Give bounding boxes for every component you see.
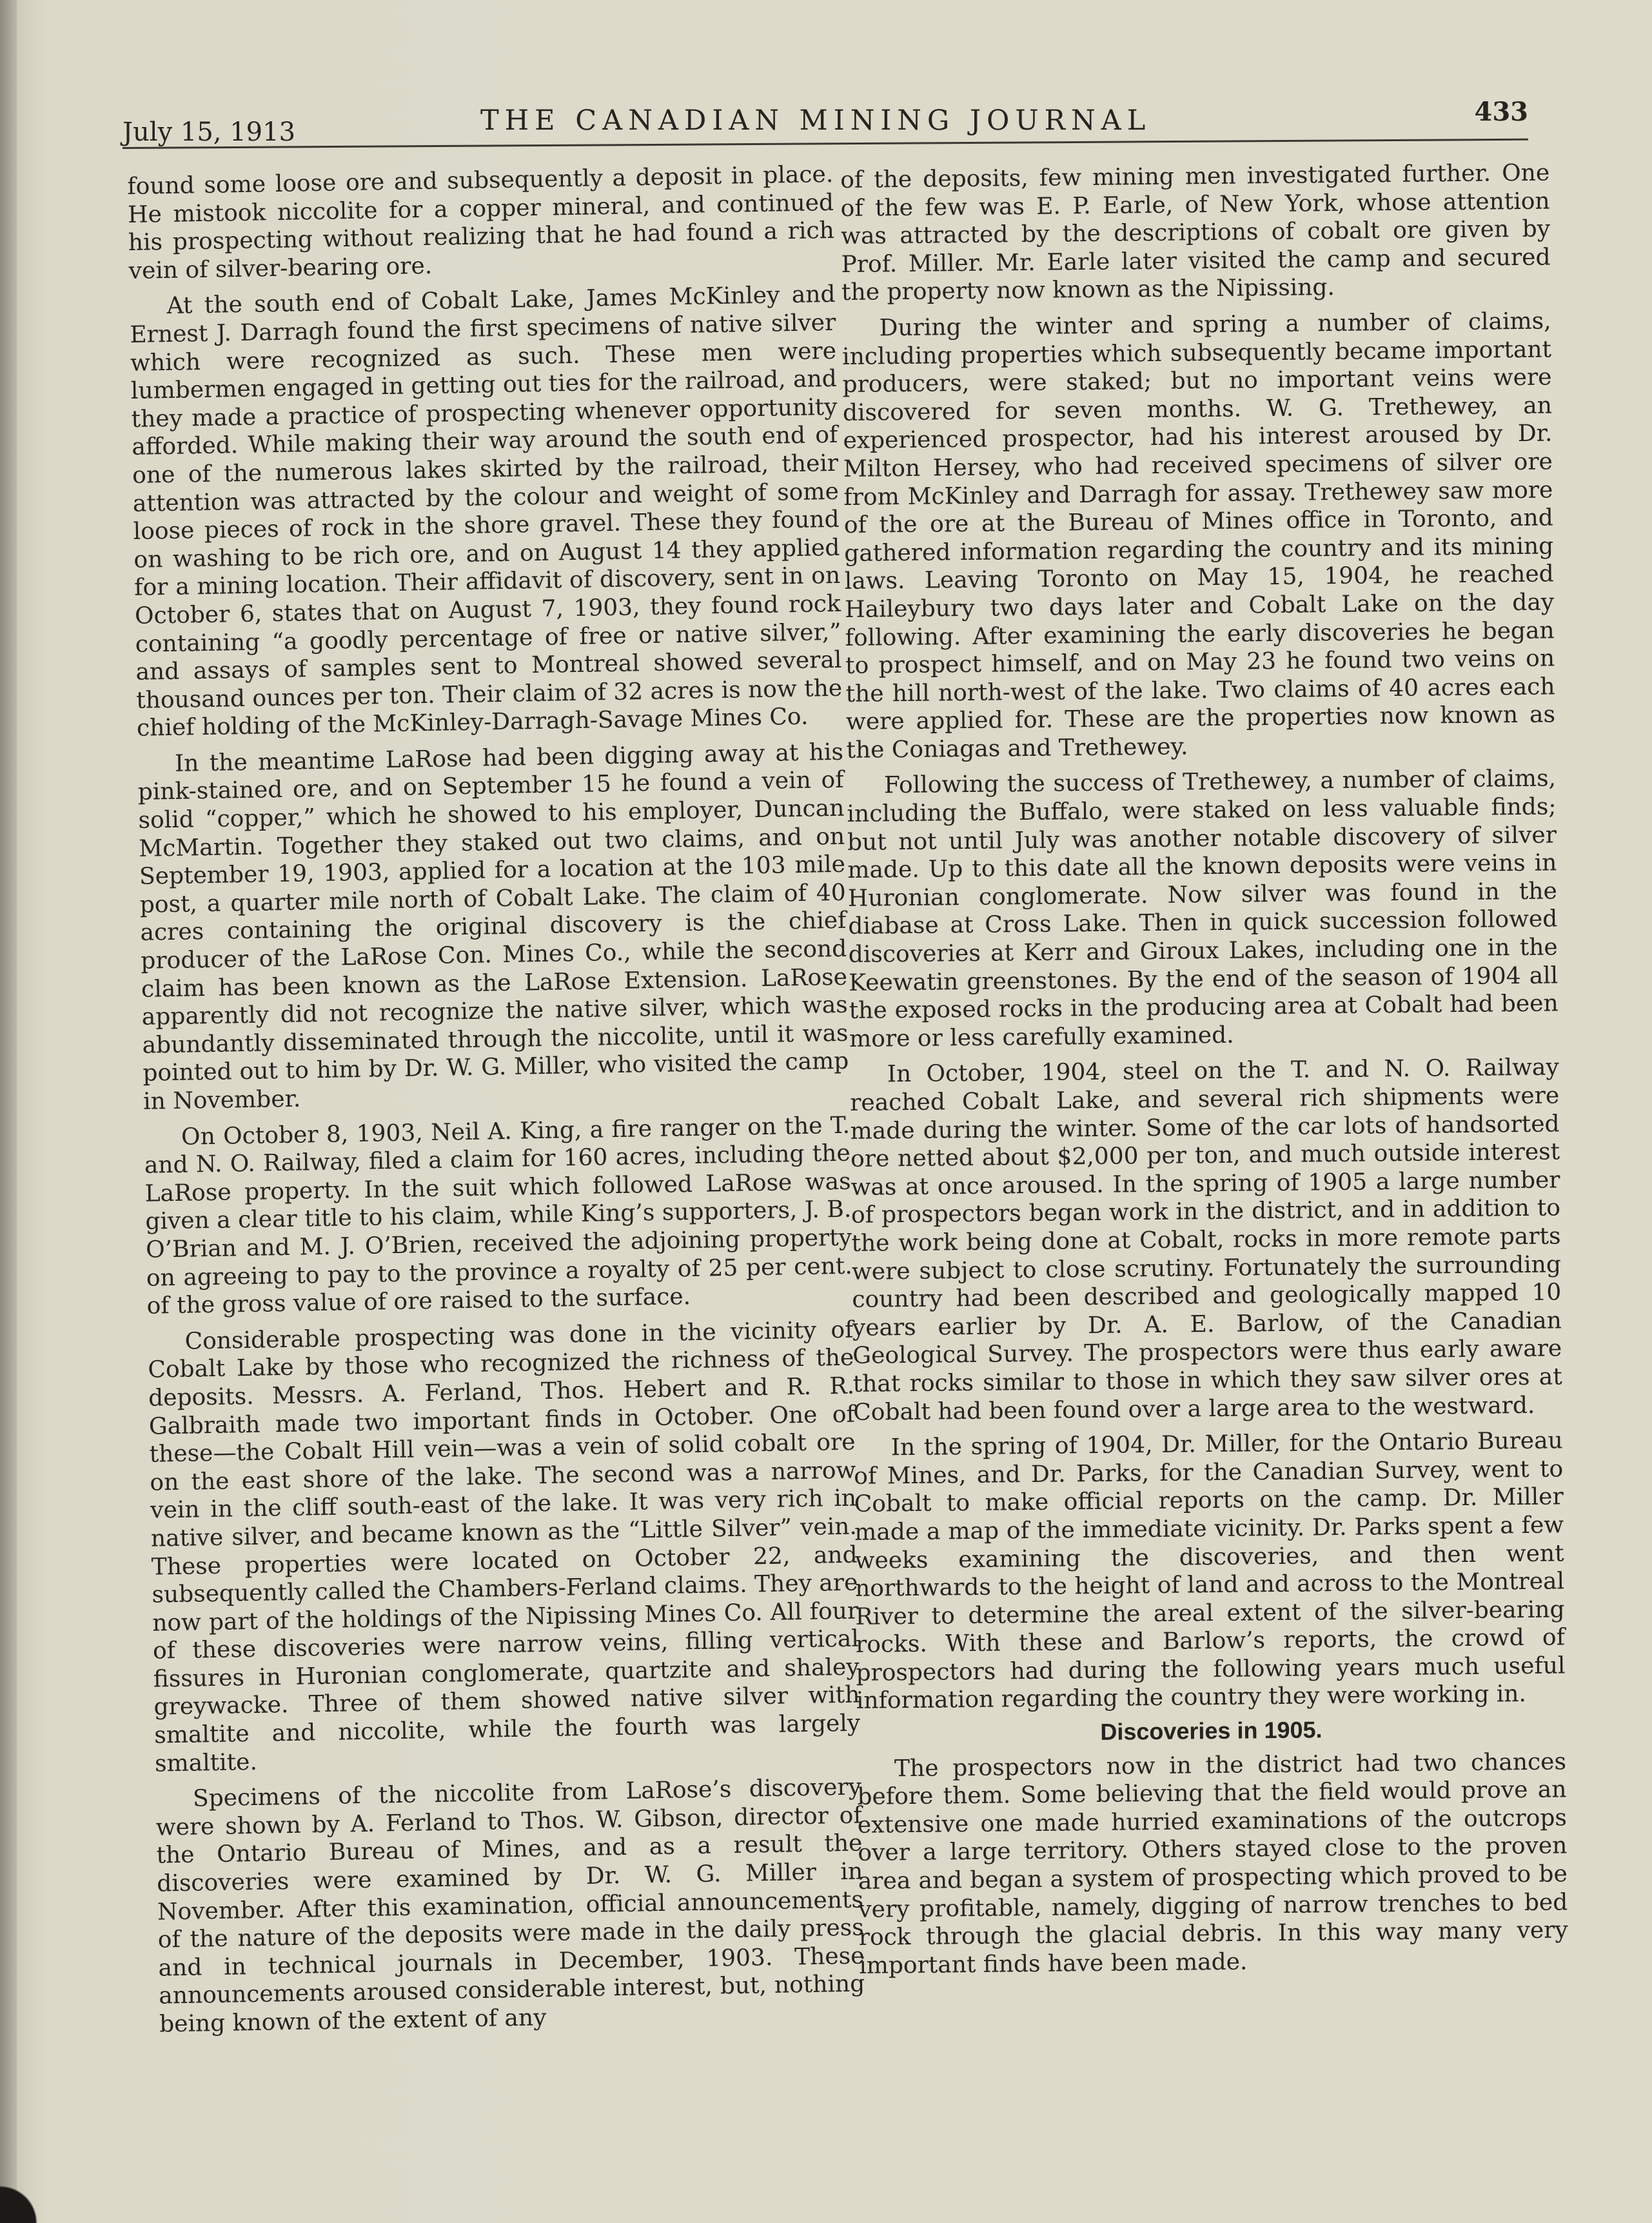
paragraph: of the deposits, few mining men investigated further. One of the few was E. P. Earle, of New York, whose attention was attracted by the descriptions of cobalt ore given by Prof. Miller. Mr. Earle later visited the camp and secured the property now known as the Nipissing. [840,159,1551,306]
page-number: 433 [1474,97,1528,127]
paragraph: During the winter and spring a number of claims, including properties which subsequently became important producers, were staked; but no important veins were discovered for seven months. W. G. Trethewey, an experienced prospector, had his interest aroused by Dr. Milton Hersey, who had received specimens of silver ore from McKinley and Darragh for assay. Trethewey saw more of the ore at the Bureau of Mines office in Toronto, and gathered information regarding the country and its mining laws. Leaving Toronto on May 15, 1904, he reached Haileybury two days later and Cobalt Lake on the day following. After examining the early discoveries he began to prospect himself, and on May 23 he found two veins on the hill north-west of the lake. Two claims of 40 acres each were applied for. These are the properties now known as the Coniagas and Trethewey. [841,308,1556,764]
paragraph: Considerable prospecting was done in the vicinity of Cobalt Lake by those who recognized the richness of the deposits. Messrs. A. Ferland, Thos. Hebert and R. R. Galbraith made two important finds in October. One of these—the Cobalt Hill vein—was a vein of solid cobalt ore on the east shore of the lake. The second was a narrow vein in the cliff south-east of the lake. It was very rich in native silver, and became known as the “Little Silver” vein. These properties were located on October 22, and subsequently called the Chambers-Ferland claims. They are now part of the holdings of the Nipissing Mines Co. All four of these discoveries were narrow veins, filling vertical fissures in Huronian conglomerate, quartzite and shaley greywacke. Three of them showed native silver with smaltite and niccolite, while the fourth was largely smaltite. [148,1316,861,1777]
section-heading: Discoveries in 1905. [1100,1716,1323,1745]
paragraph: found some loose ore and subsequently a deposit in place. He mistook niccolite for a copper mineral, and continued his prospecting without realizing that he had found a rich vein of silver-bearing ore. [127,161,835,284]
paragraph: In the meantime LaRose had been digging away at his pink-stained ore, and on September 15 he found a vein of solid “copper,” which he showed to his employer, Duncan McMartin. Together they staked out two claims, and on September 19, 1903, applied for a location at the 103 mile post, a quarter mile north of Cobalt Lake. The claim of 40 acres containing the original discovery is the chief producer of the LaRose Con. Mines Co., while the second claim has been known as the LaRose Extension. LaRose apparently did not recognize the native silver, which was abundantly disseminated through the niccolite, until it was pointed out to him by Dr. W. G. Miller, who visited the camp in November. [137,738,849,1115]
paragraph: On October 8, 1903, Neil A. King, a fire ranger on the T. and N. O. Railway, filed a claim for 160 acres, including the LaRose property. In the suit which followed LaRose was given a clear title to his claim, while King’s supporters, J. B. O’Brian and M. J. O’Brien, received the adjoining property on agreeing to pay to the province a royalty of 25 per cent. of the gross value of ore raised to the surface. [144,1112,853,1319]
right-column [840,159,1568,1980]
issue-date: July 15, 1913 [123,117,296,147]
paragraph: In the spring of 1904, Dr. Miller, for the Ontario Bureau of Mines, and Dr. Parks, for the Canadian Survey, went to Cobalt to make official reports on the camp. Dr. Miller made a map of the immediate vicinity. Dr. Parks spent a few weeks examining the discoveries, and then went northwards to the height of land and across to the Montreal River to determine the areal extent of the silver-bearing rocks. With these and Barlow’s reports, the crowd of prospectors had during the following years much useful information regarding the country they were working in. [854,1427,1566,1715]
binding-gutter [0,0,17,2223]
journal-title: THE CANADIAN MINING JOURNAL [480,104,1152,137]
page-corner-shadow [0,2165,58,2223]
paragraph: Specimens of the niccolite from LaRose’s discovery were shown by A. Ferland to Thos. W. Gibson, director of the Ontario Bureau of Mines, and as a result the discoveries were examined by Dr. W. G. Miller in November. After this examination, official announcements of the nature of the deposits were made in the daily press and in technical journals in December, 1903. These announcements aroused considerable interest, but, nothing being known of the extent of any [155,1773,865,2038]
paragraph: At the south end of Cobalt Lake, James McKinley and Ernest J. Darragh found the first specimens of native silver which were recognized as such. These men were lumbermen engaged in getting out ties for the railroad, and they made a practice of prospecting whenever opportunity afforded. While making their way around the south end of one of the numerous lakes skirted by the railroad, their attention was attracted by the colour and weight of some loose pieces of rock in the shore gravel. These they found on washing to be rich ore, and on August 14 they applied for a mining location. Their affidavit of discovery, sent in on October 6, states that on August 7, 1903, they found rock containing “a goodly percentage of free or native silver,” and assays of samples sent to Montreal showed several thousand ounces per ton. Their claim of 32 acres is now the chief holding of the McKinley-Darragh-Savage Mines Co. [130,281,843,742]
paragraph: In October, 1904, steel on the T. and N. O. Railway reached Cobalt Lake, and several rich shipments were made during the winter. Some of the car lots of handsorted ore netted about $2,000 per ton, and much outside interest was at once aroused. In the spring of 1905 a large number of prospectors began work in the district, and in addition to the work being done at Cobalt, rocks in more remote parts were subject to close scrutiny. Fortunately the surrounding country had been described and geologically mapped 10 years earlier by Dr. A. E. Barlow, of the Canadian Geological Survey. The prospectors were thus early aware that rocks similar to those in which they saw silver ores at Cobalt had been found over a large area to the westward. [849,1054,1562,1426]
paragraph: Following the success of Trethewey, a number of claims, including the Buffalo, were staked on less valuable finds; but not until July was another notable discovery of silver made. Up to this date all the known deposits were veins in Huronian conglomerate. Now silver was found in the diabase at Cross Lake. Then in quick succession followed discoveries at Kerr and Giroux Lakes, including one in the Keewatin greenstones. By the end of the season of 1904 all the exposed rocks in the producing area at Cobalt had been more or less carefully examined. [847,765,1559,1052]
paragraph: The prospectors now in the district had two chances before them. Some believing that the field would prove an extensive one made hurried examinations of the outcrops over a large territory. Others stayed close to the proven area and began a system of prospecting which proved to be very profitable, namely, digging of narrow trenches to bed rock through the glacial debris. In this way many very important finds have been made. [857,1748,1568,1979]
left-column [127,161,865,2039]
